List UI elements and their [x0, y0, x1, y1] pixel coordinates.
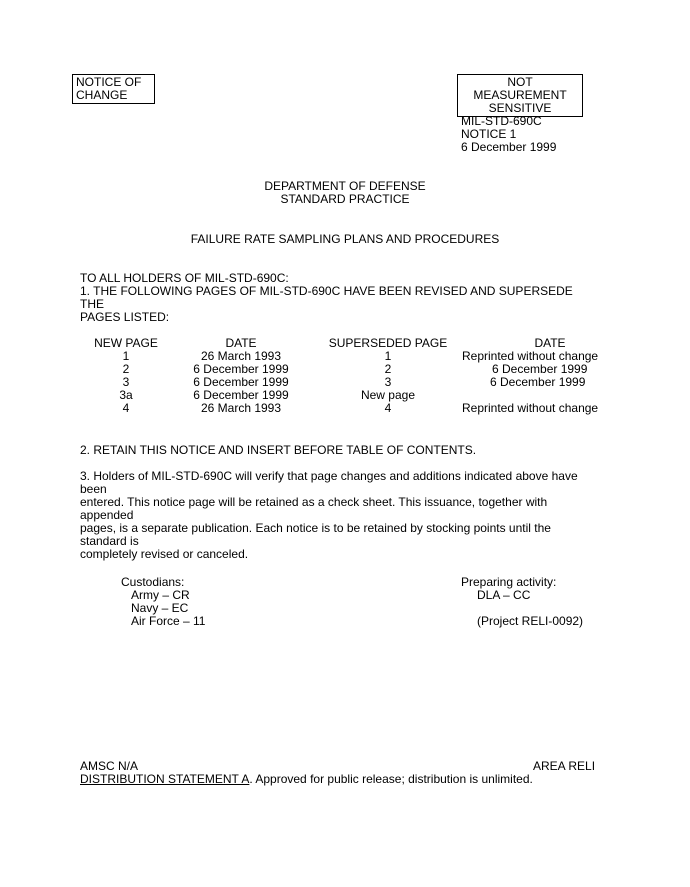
amsc-label: AMSC N/A	[80, 759, 139, 773]
item1-line-2: PAGES LISTED:	[80, 310, 170, 324]
item-2: 2. RETAIN THIS NOTICE AND INSERT BEFORE TABLE OF CONTENTS.	[80, 443, 477, 457]
superseded-date-cell: 6 December 1999	[492, 362, 588, 376]
intro	[80, 272, 598, 324]
header-superseded-page: SUPERSEDED PAGE	[328, 336, 448, 350]
to-line: TO ALL HOLDERS OF MIL-STD-690C:	[80, 271, 289, 285]
doc-id: MIL-STD-690C	[461, 114, 542, 128]
new-page-cell: 3	[122, 375, 130, 389]
distribution-text: . Approved for public release; distribution is unlimited.	[249, 772, 533, 786]
header-superseded-date: DATE	[534, 336, 566, 350]
superseded-page-cell: 1	[384, 349, 392, 363]
item1-line-1: 1. THE FOLLOWING PAGES OF MIL-STD-690C HAVE BEEN REVISED AND SUPERSEDE THE	[80, 284, 573, 311]
header-date: DATE	[225, 336, 257, 350]
custodian-army: Army – CR	[131, 588, 190, 602]
project-number: (Project RELI-0092)	[477, 614, 584, 628]
notice-box-line-1: NOTICE OF	[76, 75, 142, 89]
superseded-page-cell: 4	[384, 401, 392, 415]
date-cell: 6 December 1999	[193, 362, 289, 376]
superseded-page-cell: 3	[384, 375, 392, 389]
heading-org: DEPARTMENT OF DEFENSE	[264, 179, 426, 193]
heading-type: STANDARD PRACTICE	[280, 192, 410, 206]
preparing-activity-block	[461, 576, 583, 628]
superseded-date-cell: Reprinted without change	[462, 349, 599, 363]
superseded-page-cell: 2	[384, 362, 392, 376]
document-subject: FAILURE RATE SAMPLING PLANS AND PROCEDURES	[190, 232, 500, 246]
distribution-statement	[80, 773, 533, 786]
new-page-cell: 3a	[119, 388, 133, 402]
page-change-table	[86, 337, 640, 415]
custodians-block	[121, 576, 205, 628]
date-cell: 6 December 1999	[193, 375, 289, 389]
new-page-cell: 4	[122, 401, 130, 415]
custodian-air-force: Air Force – 11	[131, 614, 206, 628]
date-cell: 26 March 1993	[200, 349, 282, 363]
notice-number: NOTICE 1	[461, 127, 517, 141]
table-row	[86, 402, 640, 415]
superseded-page-cell: New page	[360, 388, 416, 402]
preparing-label: Preparing activity:	[461, 575, 557, 589]
sensitivity-box-line-2: SENSITIVE	[488, 101, 552, 115]
notice-of-change-box	[72, 74, 155, 104]
new-page-cell: 1	[122, 349, 130, 363]
date-cell: 6 December 1999	[193, 388, 289, 402]
distribution-label: DISTRIBUTION STATEMENT A	[80, 772, 250, 786]
custodian-navy: Navy – EC	[131, 601, 189, 615]
document-heading	[0, 180, 690, 206]
sensitivity-box	[457, 74, 583, 117]
custodians-label: Custodians:	[121, 575, 185, 589]
item-3-line-3: pages, is a separate publication. Each notice is to be retained by stocking points until the standard is	[80, 521, 551, 548]
area-label: AREA RELI	[533, 759, 596, 773]
new-page-cell: 2	[122, 362, 130, 376]
notice-date: 6 December 1999	[461, 140, 557, 154]
sensitivity-box-line-1: NOT MEASUREMENT	[473, 75, 567, 102]
date-cell: 26 March 1993	[200, 401, 282, 415]
preparing-activity: DLA – CC	[477, 588, 531, 602]
document-identifier	[461, 115, 556, 154]
item-3	[80, 470, 598, 561]
item-3-line-1: 3. Holders of MIL-STD-690C will verify that page changes and additions indicated above have been	[80, 469, 578, 496]
superseded-date-cell: Reprinted without change	[462, 401, 599, 415]
item-3-line-4: completely revised or canceled.	[80, 547, 249, 561]
item-3-line-2: entered. This notice page will be retained as a check sheet. This issuance, together with appended	[80, 495, 548, 522]
header-new-page: NEW PAGE	[94, 336, 158, 350]
superseded-date-cell: 6 December 1999	[490, 375, 586, 389]
notice-box-line-2: CHANGE	[76, 88, 128, 102]
